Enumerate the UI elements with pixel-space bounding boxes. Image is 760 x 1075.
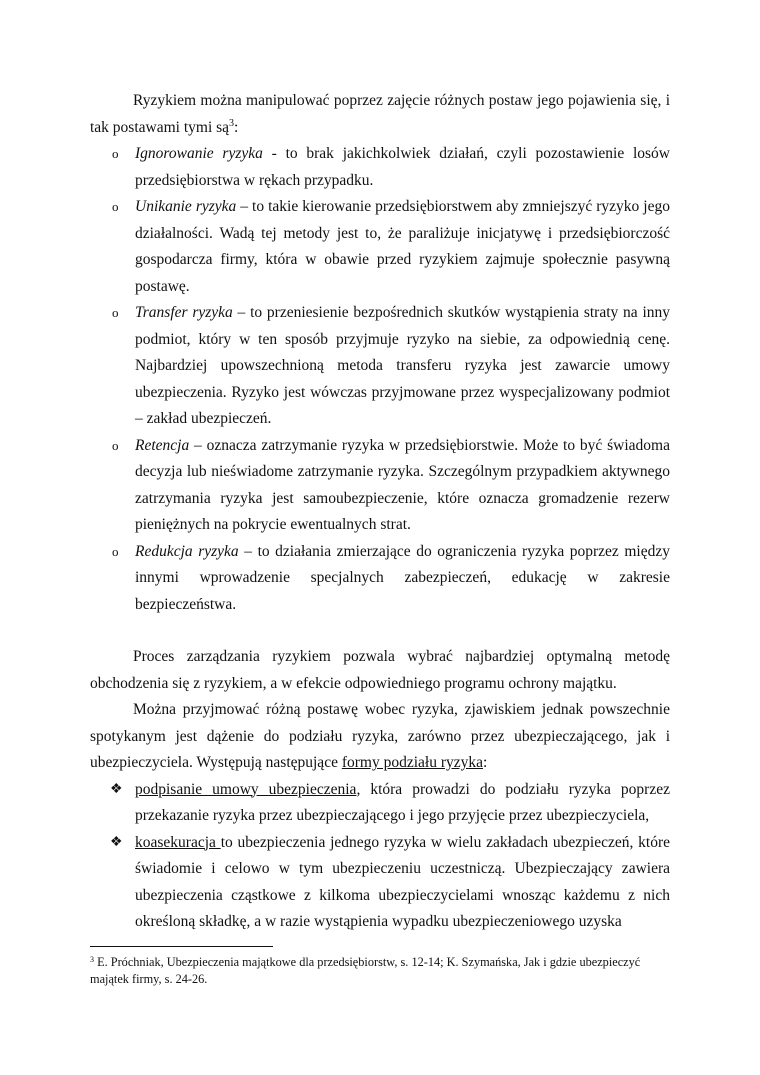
desc-unikanie: – to takie kierowanie przedsiębiorstwem aby zmniejszyć ryzyko jego działalności. Wadą tej metody jest to, że paraliżuje inicjatywę i przedsiębiorczość gospodarcza firmy, która w obawie przed ryzykiem zajmuje społecznie pasywną postawę. (135, 198, 670, 295)
term-transfer: Transfer ryzyka (135, 304, 233, 321)
intro-text: Ryzykiem można manipulować poprzez zajęcie różnych postaw jego pojawienia się, i tak postawami tymi są (90, 92, 670, 136)
term-koasekuracja: koasekuracja (135, 833, 221, 851)
list-item-redukcja (90, 539, 670, 619)
term-ignorowanie: Ignorowanie ryzyka (135, 145, 263, 162)
desc-retencja: – oznacza zatrzymanie ryzyka w przedsiębiorstwie. Może to być świadoma decyzja lub nieświadome zatrzymanie ryzyka. Szczególnym przypadkiem aktywnego zatrzymania ryzyka jest samoubezpieczenie, które oznacza gromadzenie rezerw pieniężnych na pokrycie ewentualnych strat. (135, 436, 670, 533)
forms-link: formy podziału ryzyka (341, 754, 484, 771)
circle-bullet-icon: o (112, 305, 119, 320)
list-item-podpisanie (90, 777, 670, 830)
footnote-number: 3 (90, 955, 94, 964)
page-body (90, 88, 670, 936)
intro-paragraph (90, 88, 670, 141)
process-paragraph: Proces zarządzania ryzykiem pozwala wybrać najbardziej optymalną metodę obchodzenia się z ryzykiem, a w efekcie odpowiedniego programu ochrony majątku. (90, 648, 670, 692)
diamond-bullet-icon: ❖ (110, 781, 123, 797)
list-item-transfer (90, 300, 670, 433)
postures-text: Można przyjmować różną postawę wobec ryzyka, zjawiskiem jednak powszechnie spotykanym jest dążenie do podziału ryzyka, zarówno przez ubezpieczającego, jak i ubezpieczyciela. Występują następujące (90, 701, 670, 771)
footnote-divider (90, 946, 273, 947)
intro-colon: : (234, 118, 239, 136)
circle-bullet-icon: o (112, 437, 119, 453)
term-unikanie: Unikanie ryzyka (135, 198, 237, 215)
desc-transfer: – to przeniesienie bezpośrednich skutków wystąpienia straty na inny podmiot, który w ten sposób przyjmuje ryzyko na siebie, za odpowiednią cenę. Najbardziej upowszechnioną metoda transferu ryzyka jest zawarcie umowy ubezpieczenia. Ryzyko jest wówczas przyjmowane przez wyspecjalizowany podmiot – zakład ubezpieczeń. (135, 304, 671, 427)
footnote-ref[interactable]: 3 (229, 117, 235, 129)
list-item-ignorowanie (90, 141, 670, 194)
desc-redukcja: – to działania zmierzające do ograniczenia ryzyka poprzez między innymi wprowadzenie specjalnych zabezpieczeń, edukację w zakresie bezpieczeństwa. (135, 542, 670, 613)
desc-podpisanie: , która prowadzi do podziału ryzyka poprzez przekazanie ryzyka przez ubezpieczającego i jego przyjęcie przez ubezpieczyciela, (135, 780, 670, 824)
forms-list (90, 777, 670, 936)
postures-paragraph (90, 697, 670, 777)
term-retencja: Retencja (135, 436, 190, 454)
circle-bullet-icon: o (112, 543, 119, 559)
desc-ignorowanie: - to brak jakichkolwiek działań, czyli pozostawienie losów przedsiębiorstwa w rękach przypadku. (135, 145, 670, 189)
postures-colon: : (483, 754, 488, 771)
footnote-text: E. Próchniak, Ubezpieczenia majątkowe dla przedsiębiorstw, s. 12-14; K. Szymańska, Jak i gdzie ubezpieczyć majątek firmy, s. 24-26. (90, 955, 641, 986)
paragraph-spacer (90, 618, 670, 644)
footnote (90, 954, 670, 988)
diamond-bullet-icon: ❖ (110, 834, 123, 850)
desc-koasekuracja: to ubezpieczenia jednego ryzyka w wielu zakładach ubezpieczeń, które świadomie i celowo w tym ubezpieczeniu uczestniczą. Ubezpieczający zawiera ubezpieczenia cząstkowe z kilkoma ubezpieczycielami wnosząc każdemu z nich określoną składkę, a w razie wystąpienia wypadku ubezpieczeniowego uzyska (135, 833, 670, 930)
circle-bullet-icon: o (112, 146, 119, 161)
list-item-koasekuracja (90, 830, 670, 936)
attitudes-list (90, 141, 670, 618)
list-item-unikanie (90, 194, 670, 300)
term-redukcja: Redukcja ryzyka (135, 542, 239, 560)
term-podpisanie: podpisanie umowy ubezpieczenia (135, 780, 357, 798)
list-item-retencja (90, 433, 670, 539)
circle-bullet-icon: o (112, 199, 119, 214)
